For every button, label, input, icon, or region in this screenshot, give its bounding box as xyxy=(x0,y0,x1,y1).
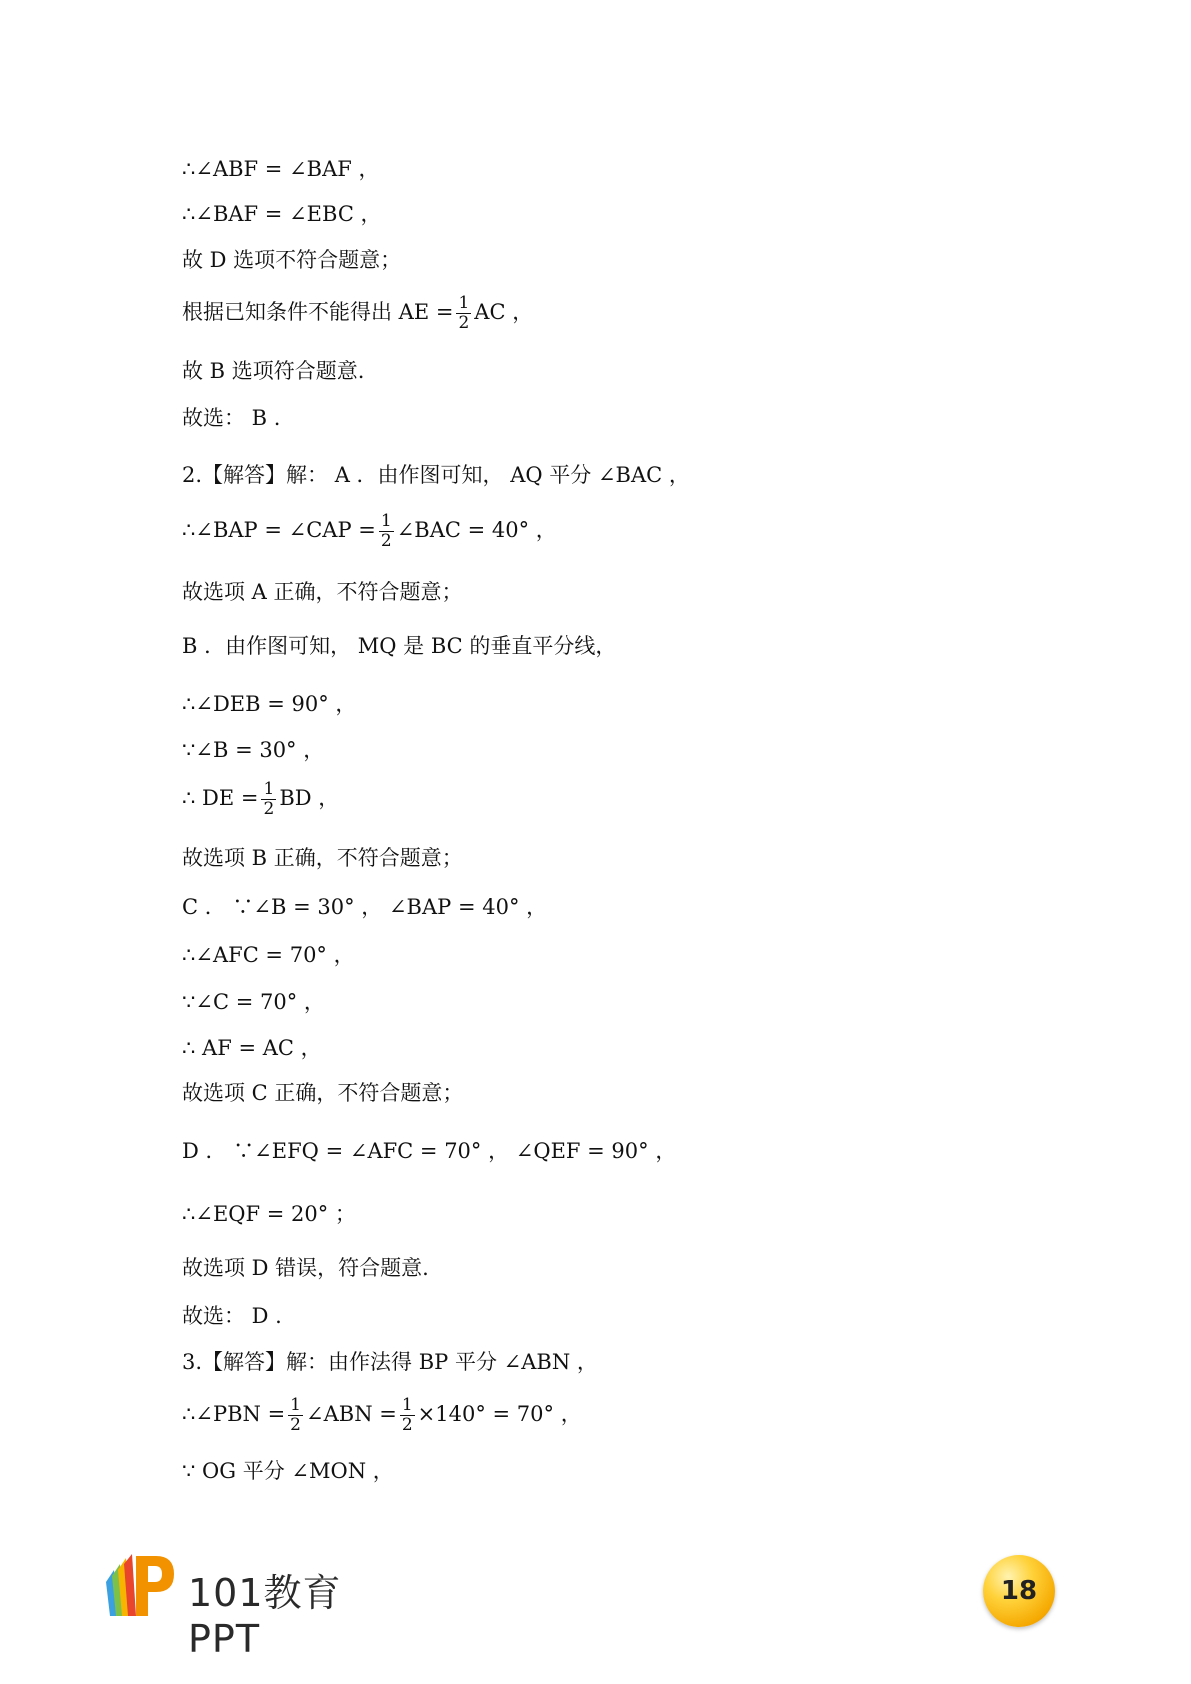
text-line: ∴∠BAP = ∠CAP = $\frac{1}{2}$ ∠BAC = 40° ， xyxy=(182,511,557,551)
text-line: 故 B 选项符合题意. xyxy=(182,359,365,383)
text-line: ∴∠AFC = 70° ， xyxy=(182,943,355,967)
text-line: ∴∠ABF = ∠BAF ， xyxy=(182,157,380,181)
text-line: 根据已知条件不能得出 AE = $\frac{1}{2}$ AC ， xyxy=(182,293,534,333)
text-line: D ． ∵∠EFQ = ∠AFC = 70° ， ∠QEF = 90° ， xyxy=(182,1139,677,1163)
text-line: 故选项 D 错误，符合题意. xyxy=(182,1256,429,1280)
fraction: $\frac{1}{2}$ xyxy=(263,779,275,819)
text-line: ∴ AF = AC ， xyxy=(182,1036,322,1060)
fraction: $\frac{1}{2}$ xyxy=(458,293,470,333)
text-line: ∴∠PBN = $\frac{1}{2}$ ∠ABN = $\frac{1}{2}$ ×140° = 70° ， xyxy=(182,1395,582,1435)
text-line: 故 D 选项不符合题意； xyxy=(182,248,402,272)
text-line: B ．由作图可知， MQ 是 BC 的垂直平分线， xyxy=(182,634,617,658)
page-number: 18 xyxy=(1000,1576,1038,1606)
text-line: ∵ OG 平分 ∠MON ， xyxy=(182,1459,394,1483)
text-line: ∴∠EQF = 20° ； xyxy=(182,1202,356,1226)
text-line: ∴∠BAF = ∠EBC ， xyxy=(182,202,382,226)
text-line: ∴ DE = $\frac{1}{2}$ BD ， xyxy=(182,779,340,819)
logo-text: 101教育PPT xyxy=(188,1571,342,1661)
text-line: 故选： D . xyxy=(182,1304,282,1328)
fraction: $\frac{1}{2}$ xyxy=(401,1395,413,1435)
logo-p-icon xyxy=(100,1552,180,1622)
text-line: 故选项 C 正确，不符合题意； xyxy=(182,1081,464,1105)
text-line: 3.【解答】解：由作法得 BP 平分 ∠ABN ， xyxy=(182,1350,598,1374)
fraction: $\frac{1}{2}$ xyxy=(290,1395,301,1435)
text-line: 故选项 A 正确，不符合题意； xyxy=(182,580,463,604)
page-number-badge xyxy=(983,1555,1055,1627)
text-line: 故选： B . xyxy=(182,406,281,430)
text-line: C ． ∵∠B = 30° ， ∠BAP = 40° ， xyxy=(182,895,548,919)
text-line: 2.【解答】解： A ．由作图可知， AQ 平分 ∠BAC ， xyxy=(182,463,690,487)
text-line: ∵∠B = 30° ， xyxy=(182,738,325,762)
text-line: ∴∠DEB = 90° ， xyxy=(182,692,357,716)
brand-logo xyxy=(100,1552,400,1661)
text-line: 故选项 B 正确，不符合题意； xyxy=(182,846,463,870)
fraction: $\frac{1}{2}$ xyxy=(380,511,392,551)
text-line: ∵∠C = 70° ， xyxy=(182,990,325,1014)
